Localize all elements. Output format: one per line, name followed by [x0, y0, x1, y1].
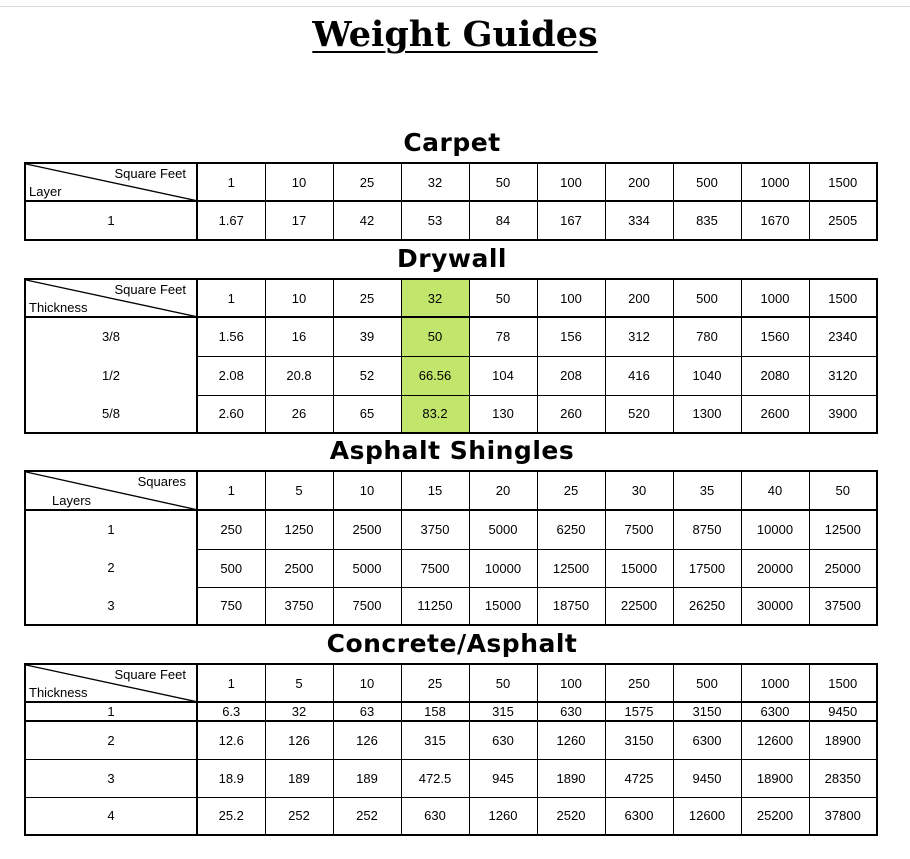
table-cell: 6300	[741, 702, 809, 721]
table-cell: 2500	[265, 549, 333, 587]
column-header: 10	[265, 279, 333, 317]
table-cell: 32	[265, 702, 333, 721]
column-header: 500	[673, 664, 741, 702]
table-cell: 189	[333, 759, 401, 797]
row-label: 4	[25, 797, 197, 835]
column-header: 50	[809, 471, 877, 510]
table-cell: 30000	[741, 587, 809, 625]
table-cell: 17500	[673, 549, 741, 587]
table-cell: 315	[401, 721, 469, 759]
table-cell: 9450	[809, 702, 877, 721]
table-cell: 52	[333, 356, 401, 395]
column-header: 25	[537, 471, 605, 510]
table-cell: 11250	[401, 587, 469, 625]
table-cell: 126	[333, 721, 401, 759]
row-label: 1	[107, 521, 115, 537]
table-cell: 84	[469, 201, 537, 240]
table-cell: 208	[537, 356, 605, 395]
column-header: 1	[197, 471, 265, 510]
column-header: 50	[469, 279, 537, 317]
table-cell: 750	[197, 587, 265, 625]
table-cell: 66.56	[401, 356, 469, 395]
column-header: 1000	[741, 279, 809, 317]
table-cell: 20.8	[265, 356, 333, 395]
column-header: 20	[469, 471, 537, 510]
table-cell: 6250	[537, 510, 605, 549]
table-cell: 6300	[605, 797, 673, 835]
column-header: 1500	[809, 279, 877, 317]
table-cell: 10000	[469, 549, 537, 587]
column-header: 32	[401, 279, 469, 317]
table-cell: 104	[469, 356, 537, 395]
table-cell: 416	[605, 356, 673, 395]
corner-header	[25, 664, 197, 702]
table-cell: 945	[469, 759, 537, 797]
table-cell: 50	[401, 317, 469, 356]
row-label: 1	[25, 201, 197, 240]
column-header: 1000	[741, 664, 809, 702]
column-header: 10	[333, 664, 401, 702]
column-header: 40	[741, 471, 809, 510]
header-row	[25, 163, 877, 201]
table-cell: 63	[333, 702, 401, 721]
concrete-asphalt-table	[24, 663, 878, 836]
table-cell: 1260	[537, 721, 605, 759]
table-cell: 83.2	[401, 395, 469, 433]
table-cell: 1260	[469, 797, 537, 835]
table-cell: 1.56	[197, 317, 265, 356]
column-header: 5	[265, 471, 333, 510]
column-header: 25	[333, 163, 401, 201]
column-axis-label: Square Feet	[114, 282, 186, 297]
table-cell: 3900	[809, 395, 877, 433]
corner-header	[25, 279, 197, 317]
table-cell: 252	[265, 797, 333, 835]
table-cell: 1890	[537, 759, 605, 797]
corner-header	[25, 471, 197, 510]
column-header: 500	[673, 279, 741, 317]
table-cell: 780	[673, 317, 741, 356]
column-header: 100	[537, 664, 605, 702]
table-cell: 18750	[537, 587, 605, 625]
table-cell: 3750	[401, 510, 469, 549]
table-cell: 18.9	[197, 759, 265, 797]
table-cell: 3120	[809, 356, 877, 395]
table-row	[25, 759, 877, 797]
table-cell: 2500	[333, 510, 401, 549]
table-cell: 1250	[265, 510, 333, 549]
table-cell: 2520	[537, 797, 605, 835]
table-cell: 1040	[673, 356, 741, 395]
row-axis-label: Thickness	[29, 685, 88, 700]
table-cell: 2.60	[197, 395, 265, 433]
table-cell: 1.67	[197, 201, 265, 240]
row-axis-label: Layer	[29, 184, 62, 199]
table-cell: 18900	[741, 759, 809, 797]
column-axis-label: Square Feet	[114, 667, 186, 682]
column-header: 1	[197, 163, 265, 201]
concrete-asphalt-title: Concrete/Asphalt	[326, 629, 578, 658]
table-row	[25, 721, 877, 759]
table-cell: 12600	[741, 721, 809, 759]
table-cell: 15000	[469, 587, 537, 625]
table-cell: 26	[265, 395, 333, 433]
table-cell: 18900	[809, 721, 877, 759]
table-cell: 189	[265, 759, 333, 797]
table-cell: 250	[197, 510, 265, 549]
row-axis-label: Thickness	[29, 300, 88, 315]
table-row	[25, 797, 877, 835]
table-cell: 3750	[265, 587, 333, 625]
table-cell: 53	[401, 201, 469, 240]
column-header: 30	[605, 471, 673, 510]
row-label: 1/2	[101, 367, 121, 383]
table-cell: 1300	[673, 395, 741, 433]
header-row	[25, 471, 877, 510]
drywall-title: Drywall	[397, 244, 507, 273]
table-cell: 9450	[673, 759, 741, 797]
table-cell: 1670	[741, 201, 809, 240]
table-cell: 20000	[741, 549, 809, 587]
table-cell: 65	[333, 395, 401, 433]
row-label-column	[25, 317, 197, 433]
table-cell: 22500	[605, 587, 673, 625]
column-header: 10	[333, 471, 401, 510]
table-cell: 78	[469, 317, 537, 356]
table-cell: 12500	[537, 549, 605, 587]
table-cell: 500	[197, 549, 265, 587]
column-header: 25	[333, 279, 401, 317]
table-cell: 5000	[469, 510, 537, 549]
table-cell: 472.5	[401, 759, 469, 797]
table-cell: 8750	[673, 510, 741, 549]
drywall-table	[24, 278, 878, 434]
column-header: 50	[469, 664, 537, 702]
table-cell: 3150	[673, 702, 741, 721]
column-header: 1500	[809, 664, 877, 702]
table-cell: 835	[673, 201, 741, 240]
table-cell: 6.3	[197, 702, 265, 721]
table-cell: 630	[401, 797, 469, 835]
table-cell: 26250	[673, 587, 741, 625]
column-header: 1000	[741, 163, 809, 201]
column-axis-label: Square Feet	[114, 166, 186, 181]
table-cell: 2340	[809, 317, 877, 356]
row-label: 1	[25, 702, 197, 721]
table-cell: 17	[265, 201, 333, 240]
column-header: 32	[401, 163, 469, 201]
table-cell: 7500	[333, 587, 401, 625]
table-cell: 2.08	[197, 356, 265, 395]
table-row	[25, 510, 877, 549]
table-cell: 37800	[809, 797, 877, 835]
table-cell: 28350	[809, 759, 877, 797]
column-header: 10	[265, 163, 333, 201]
table-cell: 2505	[809, 201, 877, 240]
table-cell: 126	[265, 721, 333, 759]
column-axis-label: Squares	[137, 474, 186, 489]
table-cell: 12500	[809, 510, 877, 549]
table-cell: 156	[537, 317, 605, 356]
table-cell: 5000	[333, 549, 401, 587]
row-label: 3/8	[101, 328, 121, 344]
table-cell: 25.2	[197, 797, 265, 835]
table-cell: 2080	[741, 356, 809, 395]
table-cell: 4725	[605, 759, 673, 797]
column-header: 200	[605, 163, 673, 201]
table-cell: 3150	[605, 721, 673, 759]
column-header: 1	[197, 279, 265, 317]
corner-header	[25, 163, 197, 201]
row-axis-label: Layers	[52, 493, 92, 508]
column-header: 25	[401, 664, 469, 702]
table-cell: 312	[605, 317, 673, 356]
table-cell: 167	[537, 201, 605, 240]
table-cell: 334	[605, 201, 673, 240]
row-label: 3	[107, 598, 115, 613]
column-header: 1500	[809, 163, 877, 201]
table-cell: 42	[333, 201, 401, 240]
column-header: 5	[265, 664, 333, 702]
table-cell: 7500	[401, 549, 469, 587]
table-row	[25, 702, 877, 721]
row-label: 5/8	[101, 406, 121, 421]
table-cell: 15000	[605, 549, 673, 587]
table-cell: 630	[537, 702, 605, 721]
row-label: 3	[25, 759, 197, 797]
table-cell: 25000	[809, 549, 877, 587]
asphalt-shingles-table	[24, 470, 878, 626]
table-cell: 520	[605, 395, 673, 433]
column-header: 200	[605, 279, 673, 317]
column-header: 100	[537, 163, 605, 201]
table-cell: 130	[469, 395, 537, 433]
carpet-title: Carpet	[403, 128, 501, 157]
row-label: 2	[107, 560, 115, 575]
table-cell: 1560	[741, 317, 809, 356]
column-header: 100	[537, 279, 605, 317]
table-cell: 39	[333, 317, 401, 356]
table-cell: 6300	[673, 721, 741, 759]
asphalt-shingles-title: Asphalt Shingles	[329, 436, 575, 465]
column-header: 1	[197, 664, 265, 702]
table-cell: 12600	[673, 797, 741, 835]
table-cell: 2600	[741, 395, 809, 433]
page-title: Weight Guides	[312, 14, 598, 55]
column-header: 15	[401, 471, 469, 510]
table-cell: 252	[333, 797, 401, 835]
table-cell: 630	[469, 721, 537, 759]
row-label: 2	[25, 721, 197, 759]
table-cell: 37500	[809, 587, 877, 625]
header-row	[25, 279, 877, 317]
table-cell: 12.6	[197, 721, 265, 759]
column-header: 500	[673, 163, 741, 201]
top-divider	[0, 6, 910, 7]
table-cell: 16	[265, 317, 333, 356]
table-cell: 315	[469, 702, 537, 721]
table-cell: 7500	[605, 510, 673, 549]
table-row	[25, 317, 877, 356]
header-row	[25, 664, 877, 702]
row-label-column	[25, 510, 197, 625]
table-cell: 260	[537, 395, 605, 433]
column-header: 250	[605, 664, 673, 702]
column-header: 35	[673, 471, 741, 510]
table-cell: 1575	[605, 702, 673, 721]
table-cell: 25200	[741, 797, 809, 835]
column-header: 50	[469, 163, 537, 201]
table-row	[25, 201, 877, 240]
carpet-table	[24, 162, 878, 241]
table-cell: 10000	[741, 510, 809, 549]
table-cell: 158	[401, 702, 469, 721]
